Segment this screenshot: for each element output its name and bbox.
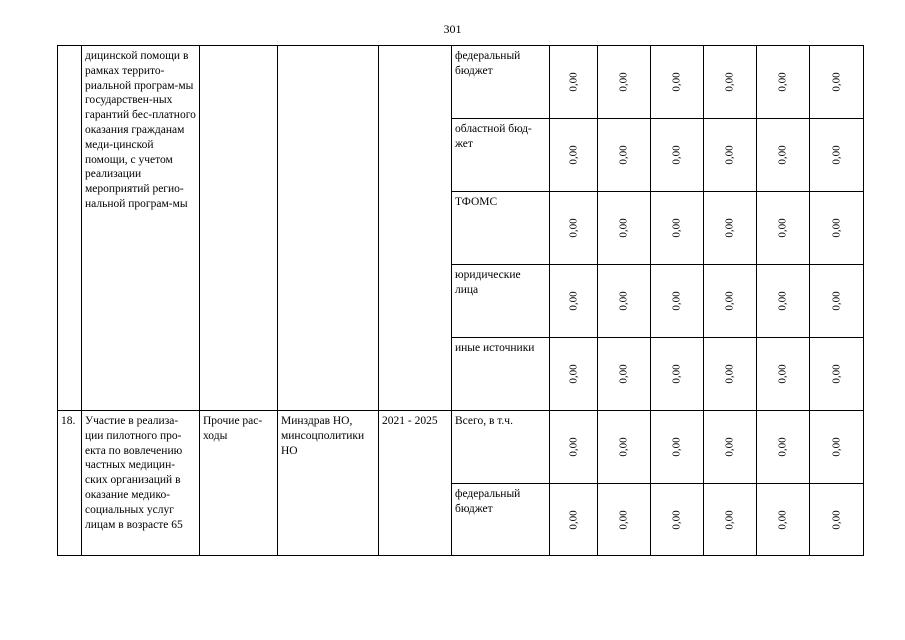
funding-source-label: федеральный бюджет [452, 46, 550, 119]
amount-cell [651, 265, 704, 338]
amount-cell [598, 411, 651, 484]
amount-value: 0,00 [617, 218, 630, 238]
amount-value: 0,00 [567, 291, 580, 311]
amount-value: 0,00 [830, 437, 843, 457]
amount-cell [757, 192, 810, 265]
table-row [58, 411, 864, 484]
amount-cell [704, 265, 757, 338]
amount-cell [550, 338, 598, 411]
amount-value: 0,00 [567, 218, 580, 238]
amount-value: 0,00 [670, 291, 683, 311]
amount-cell [757, 46, 810, 119]
amount-value: 0,00 [830, 291, 843, 311]
amount-value: 0,00 [776, 364, 789, 384]
amount-cell [704, 46, 757, 119]
amount-cell [550, 265, 598, 338]
amount-value: 0,00 [567, 145, 580, 165]
amount-value: 0,00 [776, 72, 789, 92]
amount-value: 0,00 [830, 145, 843, 165]
executor-cell: Минздрав НО, минсоцполитики НО [278, 411, 379, 556]
activity-name-cell: Участие в реализа-ции пилотного про-екта по вовлечению частных медицин-ских организаций в оказание медико-социальных услуг лицам в возрасте 65 [82, 411, 200, 556]
amount-value: 0,00 [670, 437, 683, 457]
funding-source-label: ТФОМС [452, 192, 550, 265]
amount-cell [810, 411, 864, 484]
amount-value: 0,00 [617, 72, 630, 92]
amount-value: 0,00 [670, 364, 683, 384]
table-row [58, 46, 864, 119]
funding-source-label: областной бюд-жет [452, 119, 550, 192]
amount-value: 0,00 [830, 72, 843, 92]
amount-value: 0,00 [670, 145, 683, 165]
amount-value: 0,00 [617, 145, 630, 165]
amount-value: 0,00 [617, 291, 630, 311]
amount-cell [598, 46, 651, 119]
budget-table [57, 45, 864, 556]
amount-value: 0,00 [776, 437, 789, 457]
amount-value: 0,00 [617, 509, 630, 530]
amount-value: 0,00 [670, 509, 683, 530]
amount-value: 0,00 [776, 291, 789, 311]
amount-cell [810, 484, 864, 556]
amount-cell [810, 265, 864, 338]
amount-value: 0,00 [617, 364, 630, 384]
amount-value: 0,00 [670, 218, 683, 238]
amount-cell [598, 484, 651, 556]
funding-source-label: Всего, в т.ч. [452, 411, 550, 484]
amount-value: 0,00 [723, 509, 736, 530]
amount-cell [810, 46, 864, 119]
expense-type-cell: Прочие рас-ходы [200, 411, 278, 556]
amount-cell [757, 411, 810, 484]
amount-value: 0,00 [723, 145, 736, 165]
amount-cell [704, 484, 757, 556]
amount-cell [550, 411, 598, 484]
amount-cell [704, 192, 757, 265]
amount-cell [757, 338, 810, 411]
amount-cell [598, 119, 651, 192]
period-cell [379, 46, 452, 411]
row-number-cell: 18. [58, 411, 82, 556]
amount-cell [550, 119, 598, 192]
amount-cell [550, 484, 598, 556]
expense-type-cell [200, 46, 278, 411]
amount-value: 0,00 [723, 72, 736, 92]
funding-source-label: иные источники [452, 338, 550, 411]
amount-value: 0,00 [830, 509, 843, 530]
executor-cell [278, 46, 379, 411]
row-number-cell [58, 46, 82, 411]
funding-source-label: федеральный бюджет [452, 484, 550, 556]
period-cell: 2021 - 2025 [379, 411, 452, 556]
amount-cell [651, 119, 704, 192]
amount-cell [651, 411, 704, 484]
amount-value: 0,00 [776, 218, 789, 238]
page-number: 301 [443, 22, 462, 36]
amount-cell [810, 338, 864, 411]
funding-source-label: юридические лица [452, 265, 550, 338]
amount-value: 0,00 [723, 437, 736, 457]
amount-cell [651, 484, 704, 556]
amount-value: 0,00 [567, 364, 580, 384]
amount-value: 0,00 [723, 364, 736, 384]
amount-value: 0,00 [617, 437, 630, 457]
amount-cell [810, 119, 864, 192]
activity-name-cell: дицинской помощи в рамках террито-риальной програм-мы государствен-ных гарантий бес-платного оказания гражданам меди-цинской помощи, с учетом реализации мероприятий регио-нальной програм-мы [82, 46, 200, 411]
amount-cell [704, 119, 757, 192]
amount-value: 0,00 [567, 72, 580, 92]
amount-cell [757, 265, 810, 338]
amount-cell [704, 338, 757, 411]
amount-value: 0,00 [723, 218, 736, 238]
amount-value: 0,00 [776, 145, 789, 165]
amount-value: 0,00 [567, 437, 580, 457]
amount-cell [704, 411, 757, 484]
amount-cell [598, 338, 651, 411]
amount-cell [757, 484, 810, 556]
amount-value: 0,00 [567, 509, 580, 530]
amount-cell [550, 192, 598, 265]
amount-cell [550, 46, 598, 119]
amount-cell [598, 192, 651, 265]
amount-cell [757, 119, 810, 192]
amount-cell [810, 192, 864, 265]
amount-value: 0,00 [776, 509, 789, 530]
amount-value: 0,00 [830, 218, 843, 238]
amount-cell [651, 338, 704, 411]
amount-value: 0,00 [830, 364, 843, 384]
amount-value: 0,00 [723, 291, 736, 311]
amount-value: 0,00 [670, 72, 683, 92]
amount-cell [651, 46, 704, 119]
amount-cell [598, 265, 651, 338]
amount-cell [651, 192, 704, 265]
